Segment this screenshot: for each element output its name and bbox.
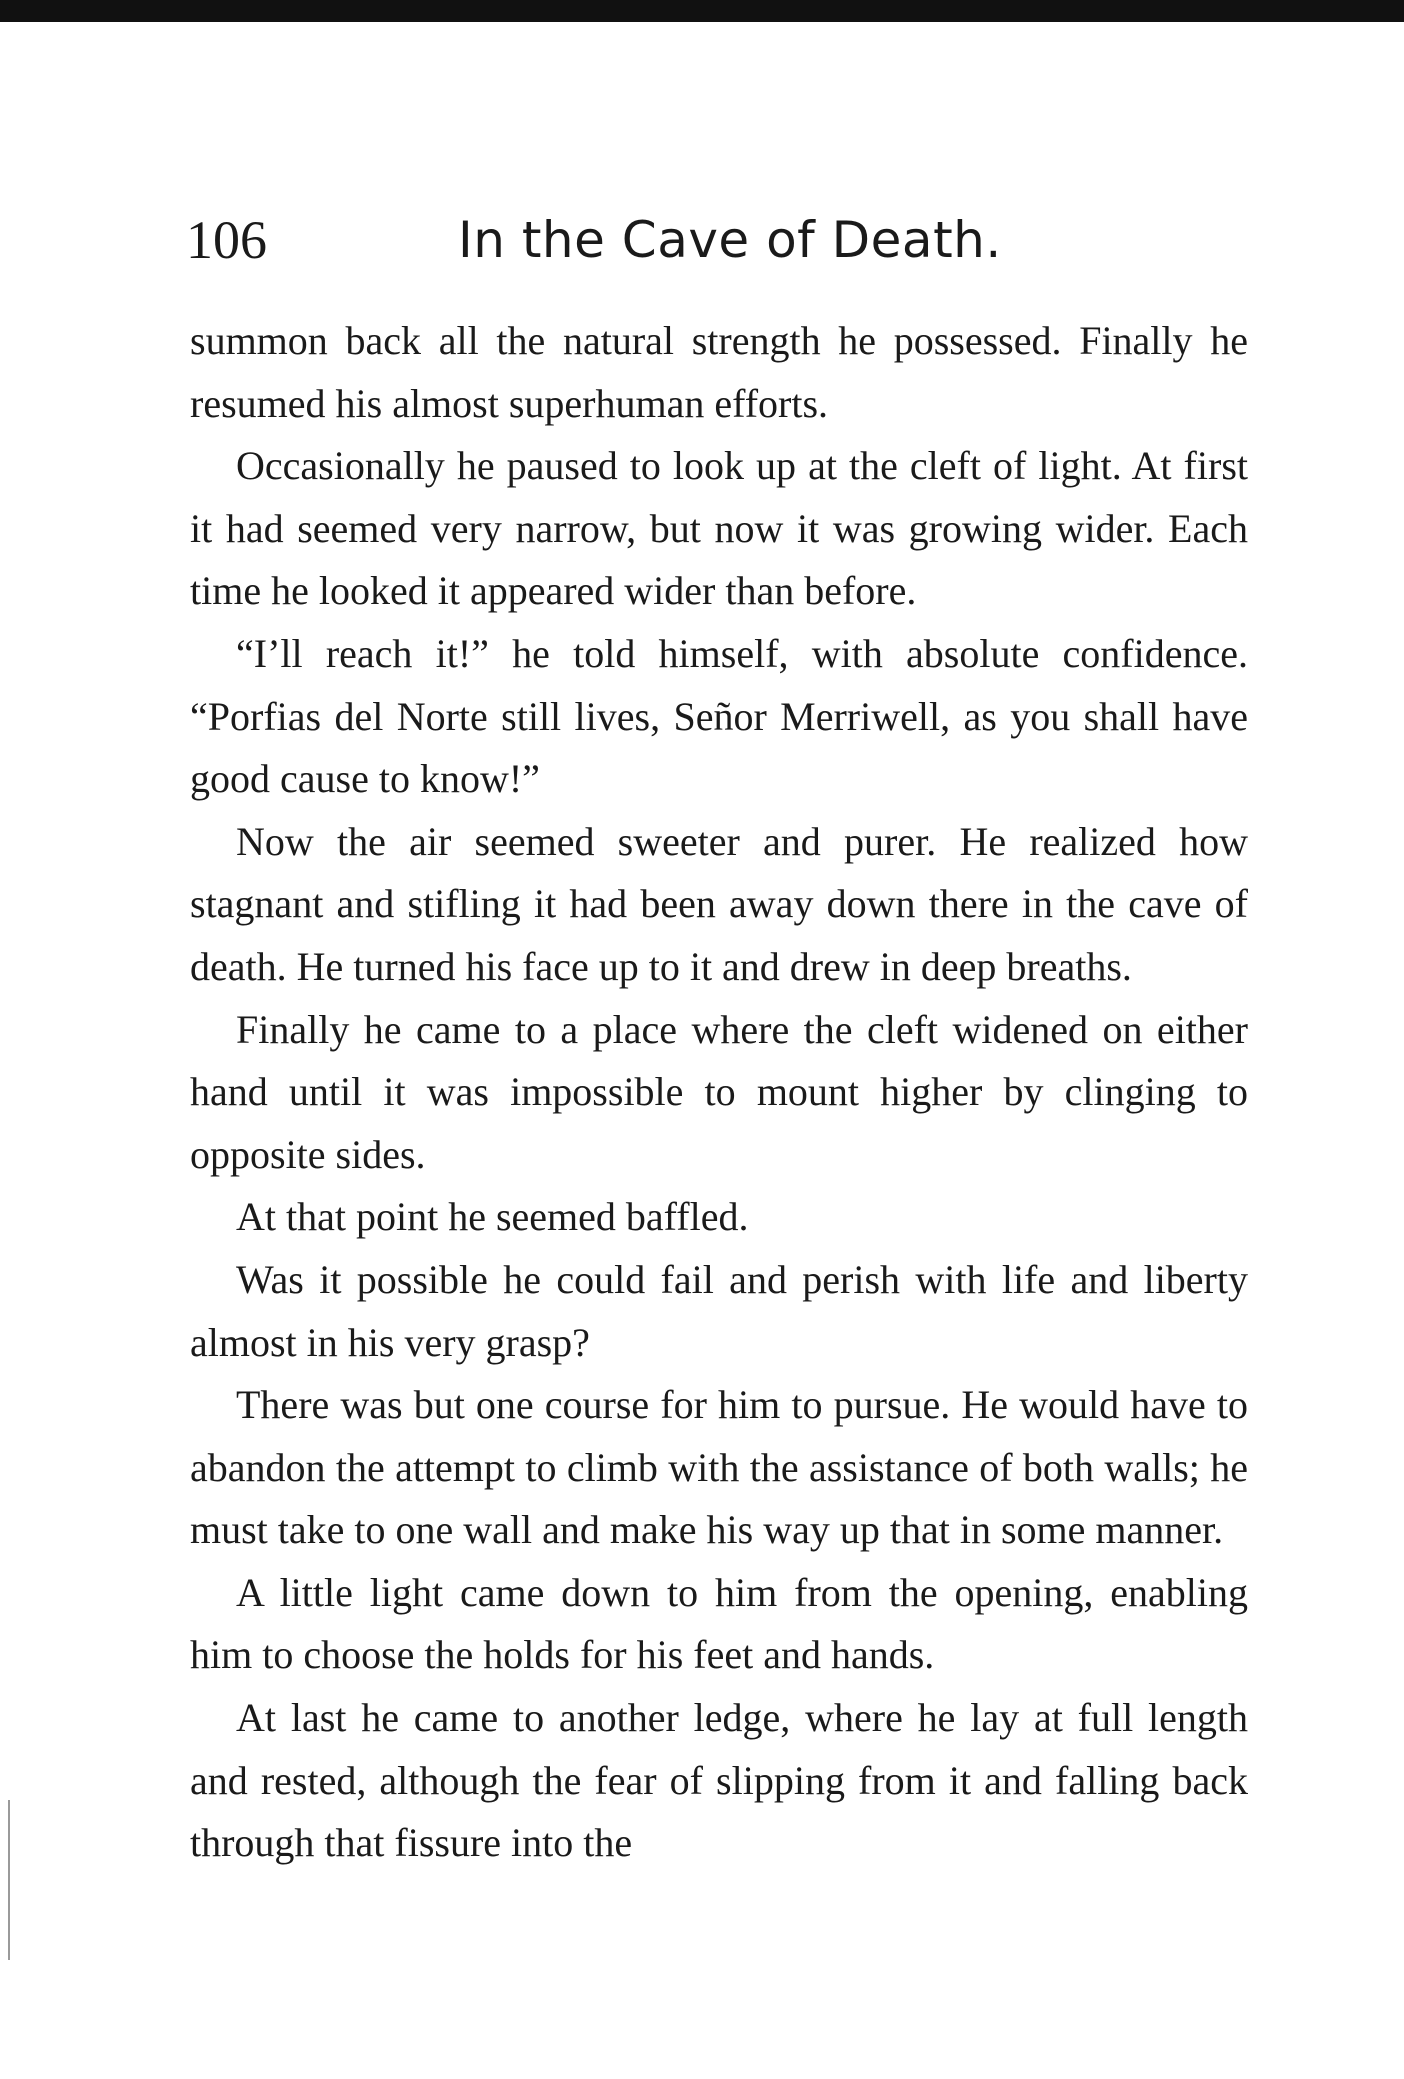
paragraph: Occasionally he paused to look up at the cleft of light. At first it had seemed very narrow, but now it was growing wider. Each time he looked it appeared wider than before. bbox=[190, 443, 1248, 614]
paragraph: At that point he seemed baffled. bbox=[236, 1194, 749, 1240]
paragraph: At last he came to another ledge, where he lay at full length and rested, although the fear of slipping from it and falling back through that fissure into the bbox=[190, 1695, 1248, 1866]
paragraph: Finally he came to a place where the cleft widened on either hand until it was impossible to mount higher by clinging to opposite sides. bbox=[190, 1006, 1248, 1177]
page-body bbox=[190, 310, 1248, 1875]
paragraph: A little light came down to him from the opening, enabling him to choose the holds for his feet and hands. bbox=[190, 1569, 1248, 1678]
paragraph: There was but one course for him to pursue. He would have to abandon the attempt to climb with the assistance of both walls; he must take to one wall and make his way up that in some manner. bbox=[190, 1382, 1248, 1553]
running-head bbox=[186, 205, 1246, 275]
page-number: 106 bbox=[186, 210, 267, 270]
scan-margin-line bbox=[8, 1800, 10, 1960]
top-border-rule bbox=[0, 0, 1404, 22]
running-title: In the Cave of Death. bbox=[458, 211, 1002, 269]
paragraph: Was it possible he could fail and perish with life and liberty almost in his very grasp? bbox=[190, 1256, 1248, 1365]
paragraph: Now the air seemed sweeter and purer. He realized how stagnant and stifling it had been away down there in the cave of death. He turned his face up to it and drew in deep breaths. bbox=[190, 818, 1248, 989]
paragraph-continued: summon back all the natural strength he possessed. Finally he resumed his almost superhuman efforts. bbox=[190, 318, 1248, 426]
paragraph: “I’ll reach it!” he told himself, with absolute confidence. “Porfias del Norte still lives, Señor Merriwell, as you shall have good cause to know!” bbox=[190, 630, 1248, 802]
